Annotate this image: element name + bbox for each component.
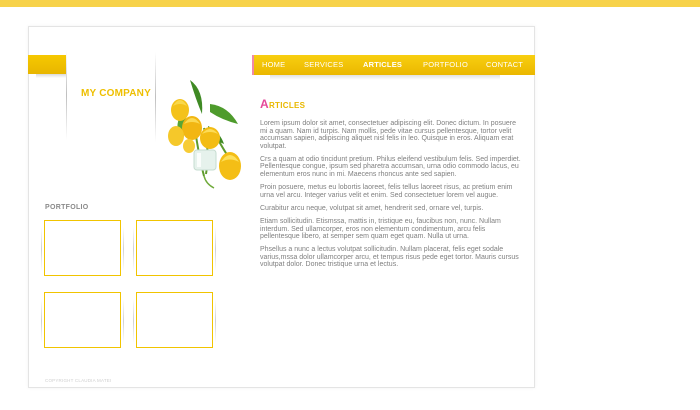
article-title <box>260 97 305 111</box>
company-logo-text[interactable]: MY COMPANY <box>81 88 151 99</box>
article-paragraph: Lorem ipsum dolor sit amet, consectetuer adipiscing elit. Donec dictum. In posuere mi a quam. Nam id turpis. Nam mollis, pede vitae cursus pellentesque, tortor velit accumsan sapien, adipiscing aliquet nisl felis in leo. Quisque in eros. Aliquam erat volutpat. <box>260 120 517 150</box>
portfolio-heading: PORTFOLIO <box>45 204 89 211</box>
nav-contact[interactable]: CONTACT <box>486 60 524 69</box>
yellow-tulips-bouquet-icon <box>160 66 250 194</box>
copyright-text: COPYRIGHT CLAUDIA MATEI <box>45 378 112 383</box>
portfolio-thumbnail-2[interactable] <box>136 220 213 276</box>
nav-portfolio[interactable]: PORTFOLIO <box>423 60 469 69</box>
article-title-rest: RTICLES <box>268 101 306 110</box>
logo-tab <box>28 55 66 74</box>
header-divider-left <box>66 50 67 140</box>
article-paragraph: Etiam sollicitudin. Etismssa, mattis in, tristique eu, faucibus non, nunc. Nullam interdum. Sed ullamcorper, eros non elementum condimentum, arcu felis pellentesque libero, at semper sem quam eget quam. Nulla ut urna. <box>260 217 501 241</box>
main-navigation <box>252 55 535 75</box>
article-paragraph: Curabitur arcu neque, volutpat sit amet, hendrerit sed, ornare vel, turpis. <box>260 204 484 212</box>
portfolio-thumbnail-1[interactable] <box>44 220 121 276</box>
header-divider-right <box>155 52 156 142</box>
portfolio-thumbnail-4[interactable] <box>136 292 213 348</box>
nav-articles[interactable]: ARTICLES <box>363 60 403 69</box>
portfolio-thumbnail-3[interactable] <box>44 292 121 348</box>
article-title-initial: A <box>260 97 269 111</box>
nav-home[interactable]: HOME <box>262 60 286 69</box>
logo-tab-shadow <box>36 74 66 78</box>
article-paragraph: Proin posuere, metus eu lobortis laoreet, felis tellus laoreet risus, ac pretium enim urna vel arcu. Integer varius velit et enim. Sed consectetuer lorem vel augue. <box>260 184 513 199</box>
article-paragraph: Crs a quam at odio tincidunt pretium. Philus eleifend vestibulum felis. Sed imperdiet. Pellentesque congue, ipsum sed pharetra accumsan, urna odio commodo lacus, eu elementum eros nunc in mi. Maecens rhoncus ante sed sapien. <box>260 155 521 179</box>
article-body <box>260 120 524 275</box>
navbar-shadow <box>270 75 500 80</box>
article-paragraph: Phsellus a nunc a lectus volutpat sollicitudin. Nullam placerat, felis eget sodale varius,mssa dolor ullamcorper arcu, et tempus risus pede eget tortor. Mauris cursus volutpat dolor. Donec tristique urna et lectus. <box>260 246 519 269</box>
nav-services[interactable]: SERVICES <box>304 60 344 69</box>
top-accent-stripe <box>0 0 700 7</box>
